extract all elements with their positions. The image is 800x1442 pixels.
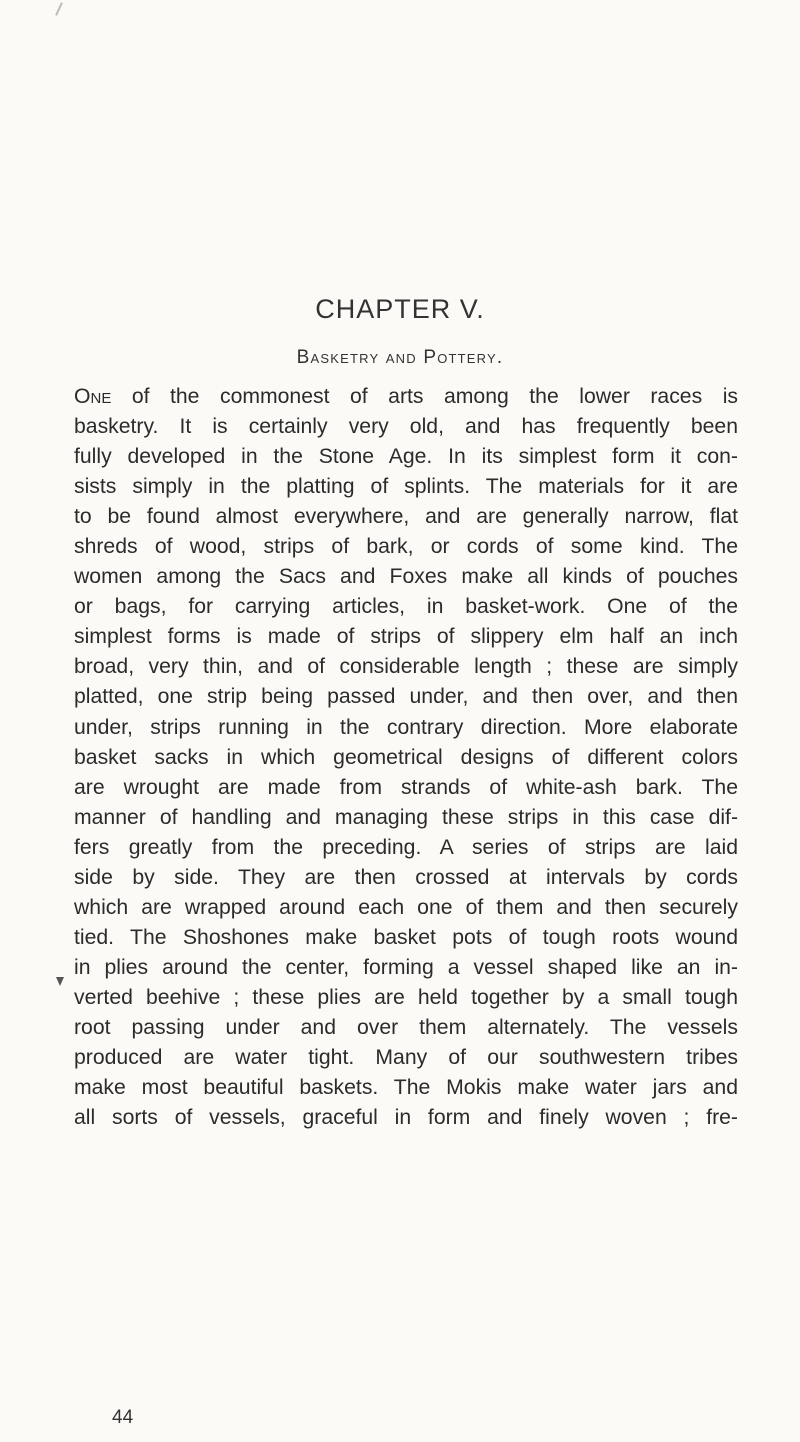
text-line: platted, one strip being passed under, and then over, and then <box>74 685 738 709</box>
text-line: fers greatly from the preceding. A series of strips are laid <box>74 835 738 859</box>
text-line: basketry. It is certainly very old, and has frequently been <box>74 415 738 439</box>
text-line: to be found almost everywhere, and are generally narrow, flat <box>74 505 738 529</box>
text-line: all sorts of vessels, graceful in form and finely woven ; fre- <box>74 1106 738 1130</box>
text-line: fully developed in the Stone Age. In its simplest form it con- <box>74 445 738 469</box>
text-line: which are wrapped around each one of them and then securely <box>74 895 738 919</box>
text-line: basket sacks in which geometrical designs of different colors <box>74 745 738 769</box>
text-line: root passing under and over them alternately. The vessels <box>74 1015 738 1039</box>
lead-word: One <box>74 385 112 408</box>
chapter-title: CHAPTER V. <box>315 294 485 324</box>
text-line <box>74 382 738 412</box>
text-line: are wrought are made from strands of white-ash bark. The <box>74 775 738 799</box>
text-line: broad, very thin, and of considerable length ; these are simply <box>74 655 738 679</box>
section-title: Basketry and Pottery. <box>296 347 504 368</box>
page-corner-mark <box>55 2 63 16</box>
text-line: under, strips running in the contrary direction. More elaborate <box>74 715 738 739</box>
page-number: 44 <box>112 1407 134 1428</box>
text-line: sists simply in the platting of splints. The materials for it are <box>74 475 738 499</box>
text-line: side by side. They are then crossed at intervals by cords <box>74 865 738 889</box>
text-line: make most beautiful baskets. The Mokis make water jars and <box>74 1076 738 1100</box>
text-line: manner of handling and managing these strips in this case dif- <box>74 805 738 829</box>
text-line: produced are water tight. Many of our southwestern tribes <box>74 1046 738 1070</box>
text-line-content: of the commonest of arts among the lower races is <box>111 385 738 408</box>
text-line: shreds of wood, strips of bark, or cords of some kind. The <box>74 535 738 559</box>
text-line: women among the Sacs and Foxes make all kinds of pouches <box>74 565 738 589</box>
text-line: or bags, for carrying articles, in basket-work. One of the <box>74 595 738 619</box>
body-paragraph <box>74 382 738 1133</box>
margin-mark <box>56 977 64 986</box>
text-line: verted beehive ; these plies are held together by a small tough <box>74 985 738 1009</box>
text-line: simplest forms is made of strips of slippery elm half an inch <box>74 625 738 649</box>
text-line: in plies around the center, forming a vessel shaped like an in- <box>74 955 738 979</box>
text-line: tied. The Shoshones make basket pots of tough roots wound <box>74 925 738 949</box>
